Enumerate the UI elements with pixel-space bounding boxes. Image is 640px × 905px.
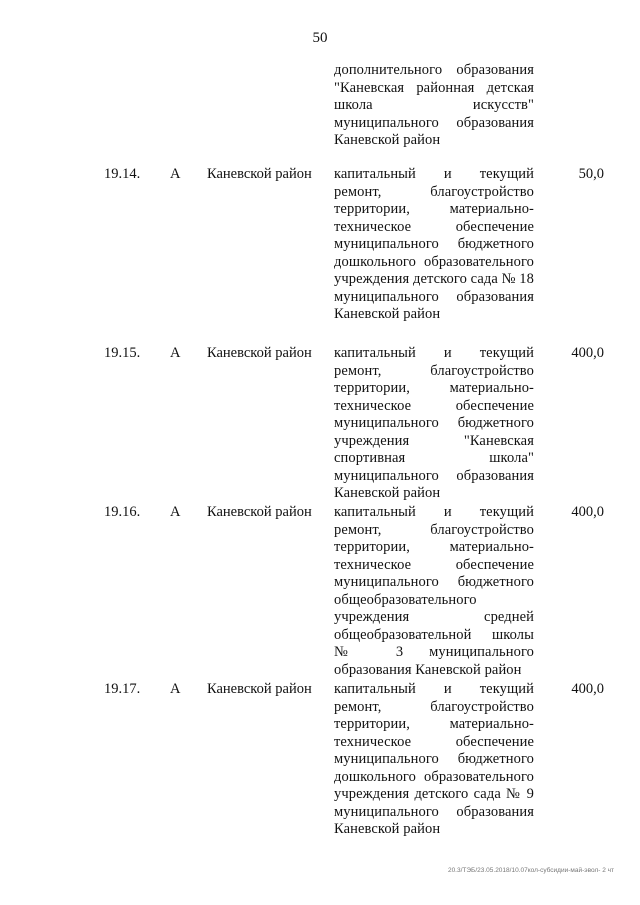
row-number: 19.16. bbox=[104, 504, 141, 520]
row-amount: 400,0 bbox=[571, 681, 604, 697]
row-district: Каневской район bbox=[207, 166, 312, 182]
row-category: А bbox=[170, 681, 181, 697]
page-number: 50 bbox=[312, 30, 328, 46]
row-amount: 50,0 bbox=[578, 166, 604, 182]
continuation-text: дополнительного образования "Каневская районная детская школа искусств" муниципального образования Каневской район bbox=[334, 62, 534, 148]
row-district: Каневской район bbox=[207, 345, 312, 361]
row-district: Каневской район bbox=[207, 681, 312, 697]
row-number: 19.17. bbox=[104, 681, 141, 697]
row-amount: 400,0 bbox=[571, 504, 604, 520]
row-category: А bbox=[170, 345, 181, 361]
row-description: капитальный и текущий ремонт, благоустройство территории, материально-техническое обеспечение муниципального бюджетного дошкольного образовательного учреждения детского сада № 18 муниципального образования Каневской район bbox=[334, 166, 535, 322]
row-description: капитальный и текущий ремонт, благоустройство территории, материально-техническое обеспечение муниципального бюджетного учреждения "Каневская спортивная школа" муниципального образования Каневской район bbox=[334, 345, 534, 501]
row-description: капитальный и текущий ремонт, благоустройство территории, материально-техническое обеспечение муниципального бюджетного дошкольного образовательного учреждения детского сада № 9 муниципального образования Каневской район bbox=[334, 681, 534, 837]
row-description: капитальный и текущий ремонт, благоустройство территории, материально-техническое обеспечение муниципального бюджетного общеобразовательного учреждения средней общеобразовательной школы № 3 муниципального образования Каневской район bbox=[334, 504, 534, 678]
row-number: 19.14. bbox=[104, 166, 141, 182]
row-number: 19.15. bbox=[104, 345, 141, 361]
row-amount: 400,0 bbox=[571, 345, 604, 361]
footer-file-path: 20.3/ТЭБ/23.05.2018/10.07кол-субсидии-май-эвол- 2 чт bbox=[447, 867, 614, 874]
row-category: А bbox=[170, 504, 181, 520]
row-category: А bbox=[170, 166, 181, 182]
row-district: Каневской район bbox=[207, 504, 312, 520]
